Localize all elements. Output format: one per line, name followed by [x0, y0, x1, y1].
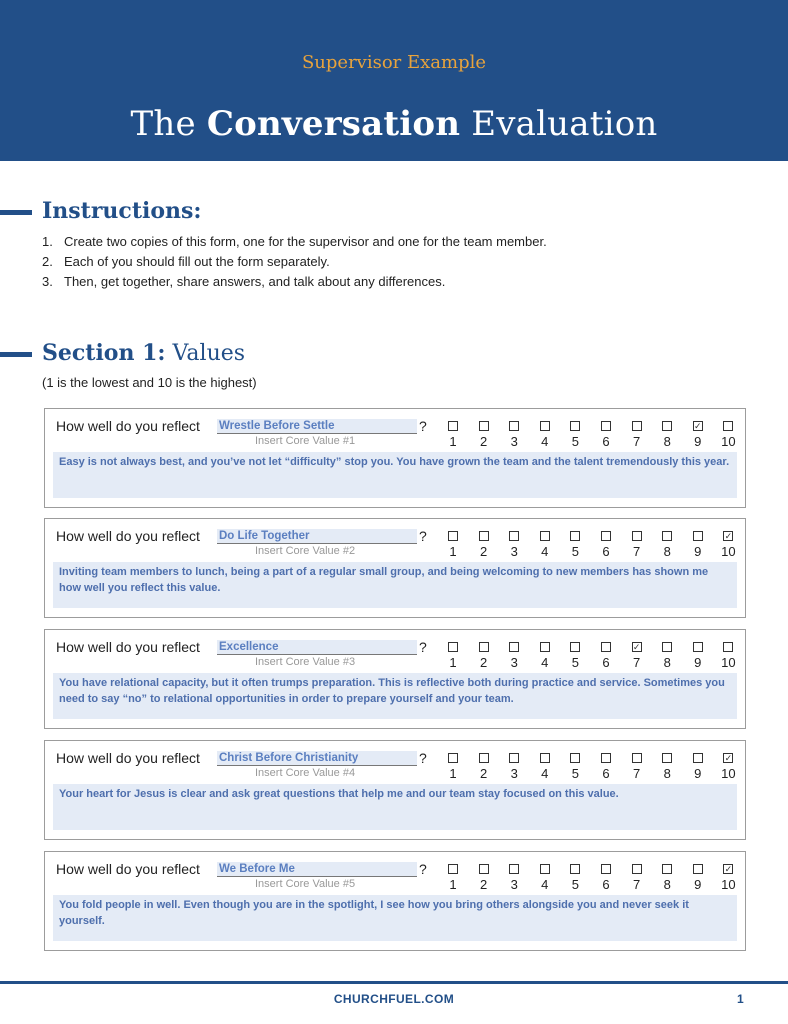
rating-number: 3	[510, 655, 518, 670]
rating-number: 7	[632, 655, 641, 670]
rating-number: 8	[663, 655, 671, 670]
question-mark: ?	[419, 418, 427, 434]
heading-accent-bar	[0, 210, 32, 215]
rating-number: 7	[632, 434, 641, 449]
instruction-number: 2.	[42, 254, 53, 269]
rating-number: 1	[449, 877, 457, 892]
rating-number: 5	[571, 434, 579, 449]
rating-number: 8	[663, 544, 671, 559]
rating-checkbox[interactable]	[693, 864, 703, 874]
rating-checkbox[interactable]	[509, 531, 519, 541]
title-bold: Conversation	[206, 104, 461, 144]
header-banner	[0, 0, 788, 161]
rating-number: 5	[571, 544, 579, 559]
rating-checkbox[interactable]	[693, 531, 703, 541]
rating-checkbox[interactable]	[479, 421, 489, 431]
rating-number: 1	[449, 766, 457, 781]
rating-number: 10	[721, 434, 736, 449]
rating-number: 8	[663, 877, 671, 892]
instructions-list	[42, 232, 547, 292]
rating-checkbox[interactable]	[632, 531, 642, 541]
core-value-hint: Insert Core Value #5	[255, 878, 356, 890]
rating-number: 9	[694, 434, 702, 449]
rating-number: 9	[694, 544, 702, 559]
rating-scale	[448, 421, 748, 455]
rating-checkbox[interactable]	[601, 864, 611, 874]
rating-scale	[448, 531, 748, 565]
rating-number: 9	[694, 766, 702, 781]
rating-number: 3	[510, 544, 518, 559]
footer-site: CHURCHFUEL.COM	[333, 992, 455, 1006]
comment-field[interactable]: Your heart for Jesus is clear and ask great questions that help me and our team stay focused on this value.	[53, 784, 737, 830]
rating-number: 6	[602, 544, 610, 559]
instruction-number: 3.	[42, 274, 53, 289]
rating-number: 6	[602, 655, 610, 670]
rating-checkbox[interactable]	[479, 864, 489, 874]
rating-number: 2	[479, 877, 488, 892]
rating-checkbox[interactable]	[479, 531, 489, 541]
rating-checkbox[interactable]	[601, 531, 611, 541]
rating-checkbox[interactable]	[662, 753, 672, 763]
rating-checkbox[interactable]	[570, 753, 580, 763]
rating-checkbox[interactable]	[601, 642, 611, 652]
rating-number: 6	[602, 434, 610, 449]
core-value-hint: Insert Core Value #4	[255, 767, 356, 779]
question-mark: ?	[419, 750, 427, 766]
rating-number: 2	[479, 766, 488, 781]
rating-number: 3	[510, 434, 518, 449]
rating-number: 7	[632, 544, 641, 559]
rating-checkbox[interactable]	[570, 531, 580, 541]
rating-checkbox[interactable]	[540, 864, 550, 874]
comment-field[interactable]: You fold people in well. Even though you are in the spotlight, I see how you bring others alongside you and never seek it yourself.	[53, 895, 737, 941]
heading-accent-bar	[0, 352, 32, 357]
rating-number: 4	[541, 655, 549, 670]
question-mark: ?	[419, 639, 427, 655]
rating-checkbox[interactable]	[540, 531, 550, 541]
rating-checkbox[interactable]: ✓	[724, 531, 733, 541]
rating-checkbox[interactable]	[509, 753, 519, 763]
question-mark: ?	[419, 528, 427, 544]
comment-field[interactable]: You have relational capacity, but it often trumps preparation. This is reflective both during practice and service. Sometimes you need to say “no” to relational opportunities in order to prepare yourself and your team.	[53, 673, 737, 719]
rating-checkbox[interactable]	[509, 642, 519, 652]
title-suffix: Evaluation	[460, 104, 658, 144]
rating-number: 10	[721, 766, 736, 781]
rating-checkbox[interactable]	[723, 642, 733, 652]
rating-number: 5	[571, 655, 579, 670]
rating-number: 2	[479, 544, 488, 559]
section1-heading-bold: Section 1:	[42, 340, 166, 366]
core-value-field[interactable]: Excellence	[217, 640, 417, 655]
core-value-hint: Insert Core Value #3	[255, 656, 356, 668]
reflect-prompt: How well do you reflect	[56, 639, 200, 655]
scale-note: (1 is the lowest and 10 is the highest)	[42, 375, 257, 390]
rating-checkbox[interactable]: ✓	[724, 753, 733, 763]
rating-checkbox[interactable]	[448, 642, 458, 652]
core-value-field[interactable]: We Before Me	[217, 862, 417, 877]
rating-checkbox[interactable]: ✓	[694, 421, 702, 431]
rating-number: 4	[541, 544, 549, 559]
rating-checkbox[interactable]	[540, 642, 550, 652]
rating-number: 7	[632, 766, 641, 781]
rating-checkbox[interactable]	[540, 421, 550, 431]
instruction-text: Each of you should fill out the form separately.	[64, 254, 330, 269]
rating-number: 4	[541, 434, 549, 449]
rating-checkbox[interactable]	[632, 864, 642, 874]
rating-checkbox[interactable]	[693, 753, 703, 763]
rating-checkbox[interactable]	[632, 753, 642, 763]
value-card	[44, 518, 746, 618]
question-mark: ?	[419, 861, 427, 877]
instruction-item	[42, 232, 547, 252]
rating-checkbox[interactable]	[448, 531, 458, 541]
rating-number: 1	[449, 544, 457, 559]
comment-field[interactable]: Easy is not always best, and you’ve not let “difficulty” stop you. You have grown the team and the talent tremendously this year.	[53, 452, 737, 498]
rating-checkbox[interactable]	[540, 753, 550, 763]
instruction-number: 1.	[42, 234, 53, 249]
rating-scale	[448, 642, 748, 676]
core-value-hint: Insert Core Value #2	[255, 545, 356, 557]
comment-field[interactable]: Inviting team members to lunch, being a part of a regular small group, and being welcoming to new members has shown me how well you reflect this value.	[53, 562, 737, 608]
instructions-heading-text: Instructions:	[42, 198, 202, 224]
reflect-prompt: How well do you reflect	[56, 750, 200, 766]
rating-number: 10	[721, 544, 736, 559]
core-value-field[interactable]: Do Life Together	[217, 529, 417, 544]
rating-number: 4	[541, 877, 549, 892]
section1-heading-rest: Values	[165, 341, 246, 366]
rating-checkbox[interactable]	[723, 421, 733, 431]
rating-number: 3	[510, 877, 518, 892]
rating-checkbox[interactable]	[479, 753, 489, 763]
rating-checkbox[interactable]: ✓	[724, 864, 733, 874]
rating-checkbox[interactable]	[448, 864, 458, 874]
rating-checkbox[interactable]	[693, 642, 703, 652]
rating-number: 2	[479, 655, 488, 670]
rating-checkbox[interactable]	[662, 864, 672, 874]
instruction-text: Then, get together, share answers, and talk about any differences.	[64, 274, 446, 289]
core-value-hint: Insert Core Value #1	[255, 435, 356, 447]
rating-number: 4	[541, 766, 549, 781]
footer-rule	[0, 981, 788, 984]
rating-checkbox[interactable]	[632, 421, 642, 431]
title-prefix: The	[130, 104, 207, 144]
rating-number: 6	[602, 877, 610, 892]
rating-number: 9	[694, 877, 702, 892]
header-subtitle: Supervisor Example	[301, 52, 487, 73]
rating-number: 5	[571, 766, 579, 781]
rating-number: 1	[449, 434, 457, 449]
rating-scale	[448, 753, 748, 787]
rating-number: 1	[449, 655, 457, 670]
rating-number: 8	[663, 434, 671, 449]
rating-checkbox[interactable]	[448, 421, 458, 431]
page-number: 1	[737, 992, 744, 1006]
rating-number: 10	[721, 655, 736, 670]
rating-checkbox[interactable]	[601, 753, 611, 763]
rating-checkbox[interactable]	[448, 753, 458, 763]
rating-number: 10	[721, 877, 736, 892]
value-card	[44, 740, 746, 840]
instruction-item	[42, 272, 547, 292]
rating-checkbox[interactable]	[662, 531, 672, 541]
value-card	[44, 851, 746, 951]
rating-scale	[448, 864, 748, 898]
instruction-item	[42, 252, 547, 272]
core-value-field[interactable]: Christ Before Christianity	[217, 751, 417, 766]
reflect-prompt: How well do you reflect	[56, 861, 200, 877]
rating-checkbox[interactable]	[479, 642, 489, 652]
rating-checkbox[interactable]: ✓	[632, 642, 641, 652]
rating-number: 5	[571, 877, 579, 892]
page-title	[0, 104, 788, 144]
reflect-prompt: How well do you reflect	[56, 418, 200, 434]
rating-number: 7	[632, 877, 641, 892]
rating-checkbox[interactable]	[570, 642, 580, 652]
rating-number: 8	[663, 766, 671, 781]
rating-number: 6	[602, 766, 610, 781]
value-card	[44, 629, 746, 729]
rating-number: 9	[694, 655, 702, 670]
instruction-text: Create two copies of this form, one for the supervisor and one for the team member.	[64, 234, 547, 249]
rating-number: 2	[479, 434, 488, 449]
value-card	[44, 408, 746, 508]
rating-checkbox[interactable]	[662, 421, 672, 431]
rating-checkbox[interactable]	[509, 421, 519, 431]
rating-checkbox[interactable]	[662, 642, 672, 652]
core-value-field[interactable]: Wrestle Before Settle	[217, 419, 417, 434]
rating-checkbox[interactable]	[570, 421, 580, 431]
rating-number: 3	[510, 766, 518, 781]
rating-checkbox[interactable]	[601, 421, 611, 431]
rating-checkbox[interactable]	[509, 864, 519, 874]
reflect-prompt: How well do you reflect	[56, 528, 200, 544]
rating-checkbox[interactable]	[570, 864, 580, 874]
